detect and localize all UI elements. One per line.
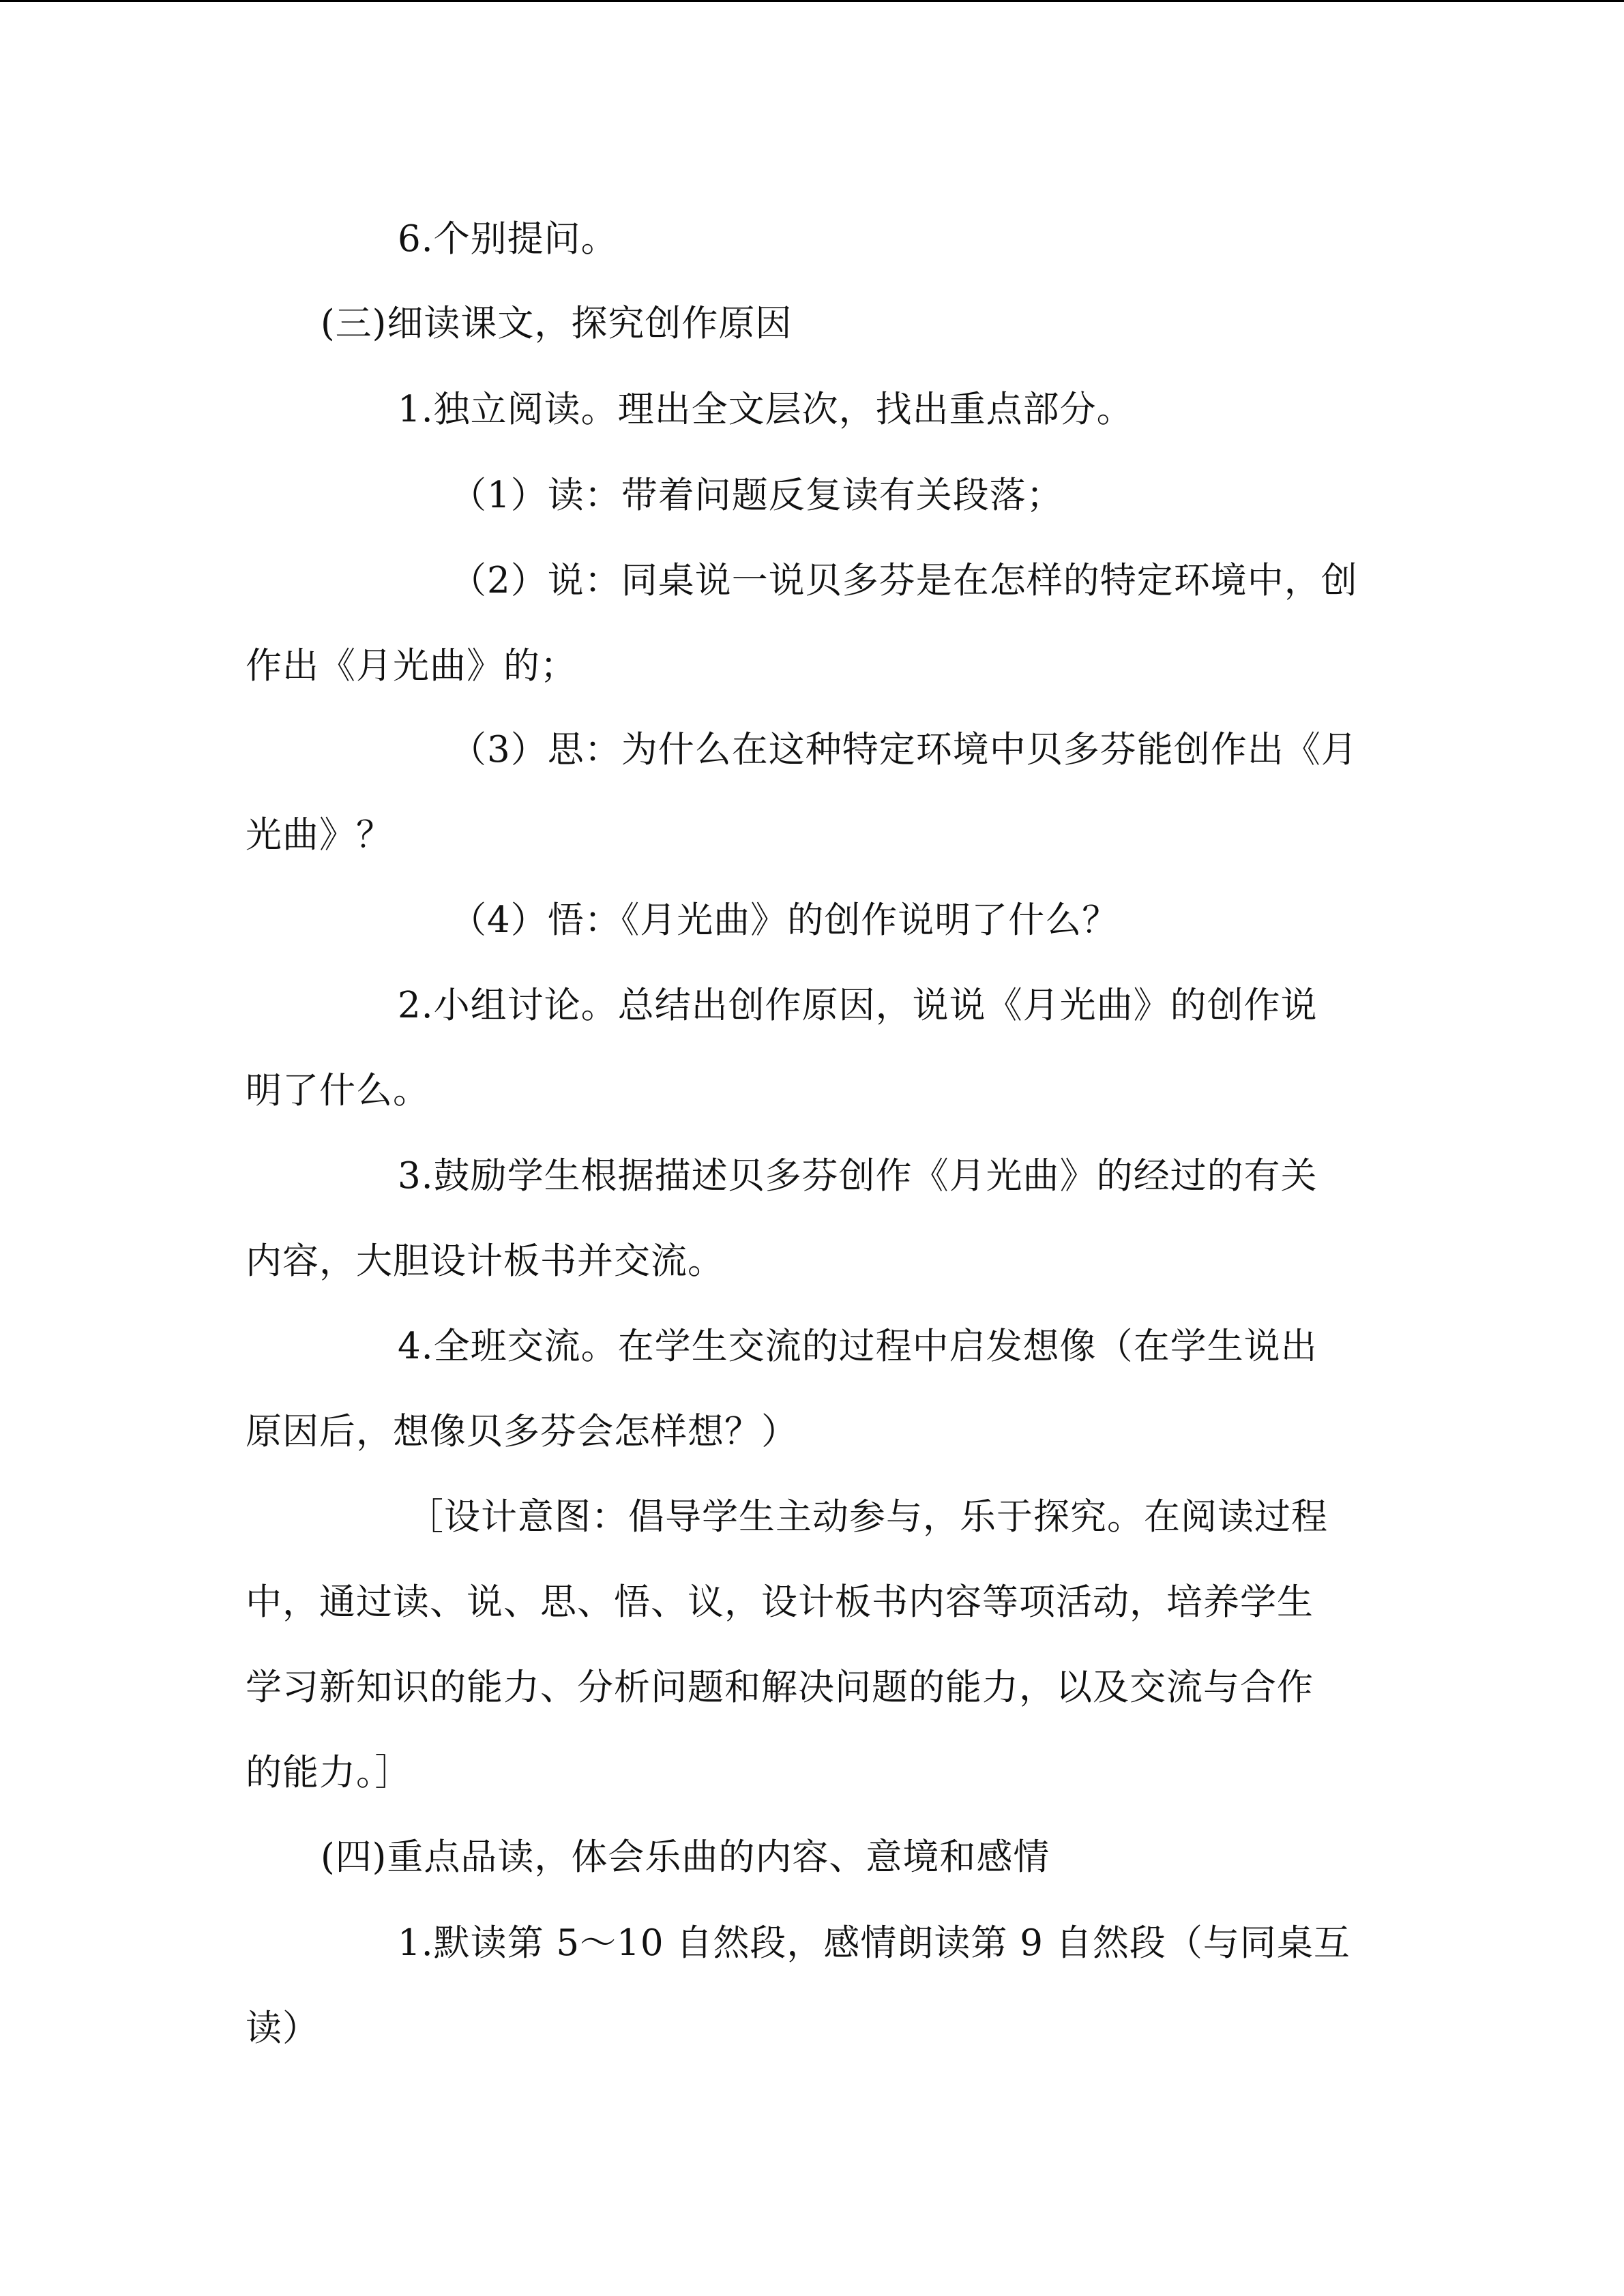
design-intent-line-3: 学习新知识的能力、分析问题和解决问题的能力，以及交流与合作: [246, 1667, 1314, 1708]
design-intent-line-2: 中，通过读、说、思、悟、议，设计板书内容等项活动，培养学生: [246, 1581, 1314, 1623]
text-line-item-1: 1.独立阅读。理出全文层次，找出重点部分。: [398, 389, 1134, 430]
text-line-item-2: 2.小组讨论。总结出创作原因，说说《月光曲》的创作说: [398, 985, 1318, 1026]
text-line-sub-2-cont: 作出《月光曲》的；: [246, 645, 577, 687]
text-line-sub-3: （3）思：为什么在这种特定环境中贝多芬能创作出《月: [450, 729, 1358, 771]
text-line-item-3-cont: 内容，大胆设计板书并交流。: [246, 1240, 724, 1282]
text-line-sub-3-cont: 光曲》？: [246, 814, 393, 856]
text-line-item-1-section-4-cont: 读）: [246, 2008, 319, 2049]
section-heading-3: (三)细读课文，探究创作原因: [321, 303, 793, 344]
text-line-item-3: 3.鼓励学生根据描述贝多芬创作《月光曲》的经过的有关: [398, 1155, 1318, 1197]
text-line-sub-4: （4）悟：《月光曲》的创作说明了什么？: [450, 899, 1119, 941]
text-line-item-1-section-4: 1.默读第 5～10 自然段，感情朗读第 9 自然段（与同桌互: [398, 1922, 1350, 1964]
text-line-item-2-cont: 明了什么。: [246, 1070, 430, 1112]
text-line-item-6: 6.个别提问。: [398, 218, 618, 260]
text-line-item-4-cont: 原因后，想像贝多芬会怎样想？）: [246, 1411, 798, 1452]
text-line-item-4: 4.全班交流。在学生交流的过程中启发想像（在学生说出: [398, 1326, 1318, 1367]
section-heading-4: (四)重点品读，体会乐曲的内容、意境和感情: [321, 1836, 1050, 1878]
text-line-sub-2: （2）说：同桌说一说贝多芬是在怎样的特定环境中，创: [450, 560, 1358, 601]
design-intent-line-4: 的能力。］: [246, 1752, 412, 1793]
text-line-sub-1: （1）读：带着问题反复读有关段落；: [450, 475, 1063, 516]
design-intent-line-1: ［设计意图：倡导学生主动参与，乐于探究。在阅读过程: [407, 1496, 1328, 1538]
